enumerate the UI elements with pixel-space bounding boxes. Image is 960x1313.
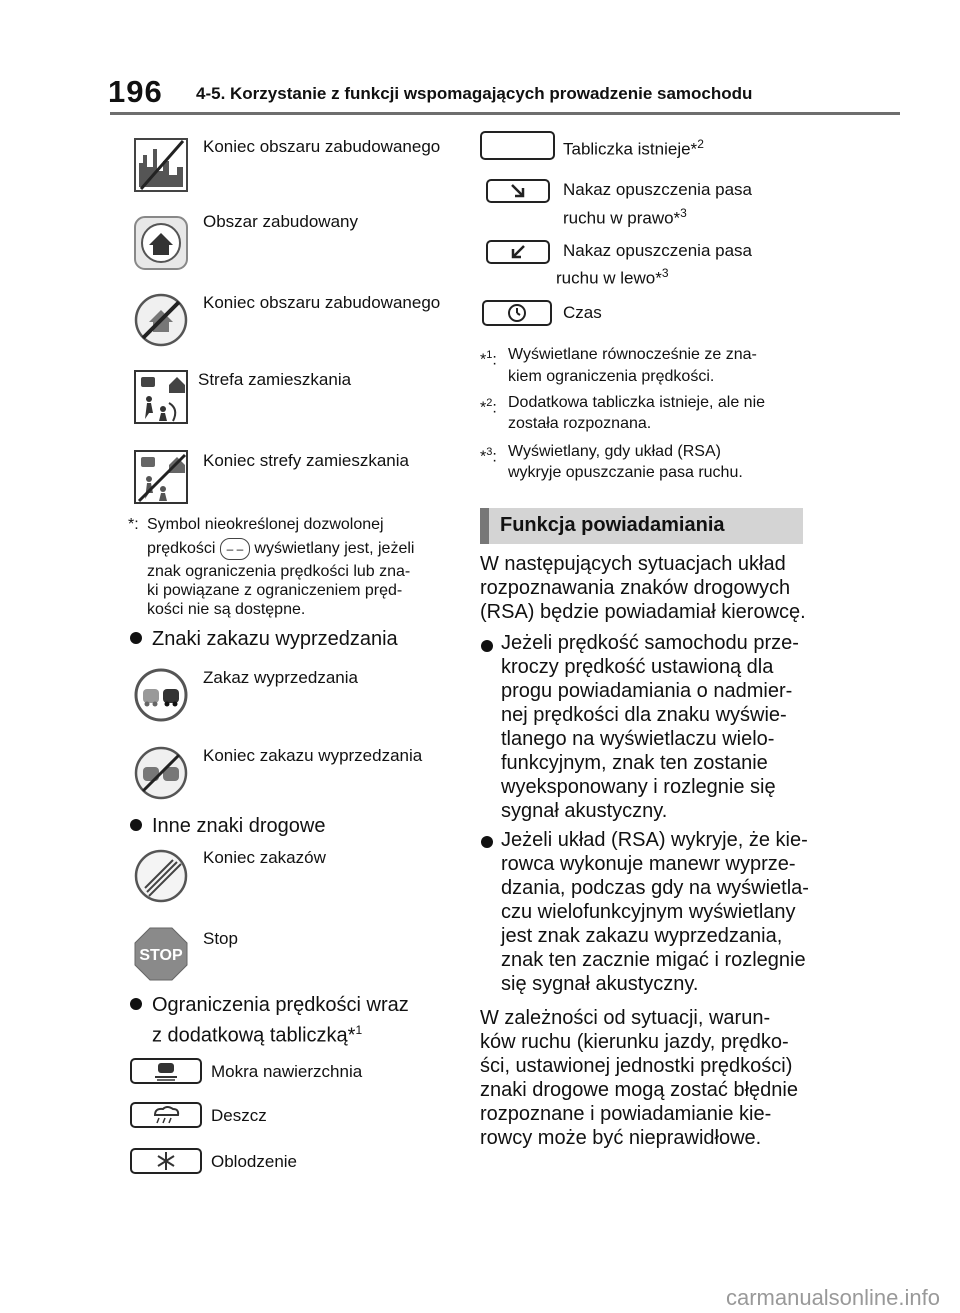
watermark[interactable]: carmanualsonline.info — [725, 1285, 940, 1310]
end-residential-zone-sign-icon — [133, 449, 189, 505]
footnote-sup: 3 — [661, 266, 669, 280]
bullet-line: progu powiadamiania o nadmier- — [501, 680, 793, 702]
built-up-area-sign-icon — [133, 215, 189, 271]
sign-label: Koniec strefy zamieszkania — [203, 451, 409, 470]
bullet-line: nej prędkości dla znaku wyświe- — [501, 704, 787, 726]
note-line: Wyświetlane równocześnie ze zna- — [508, 346, 757, 363]
footnote-sup: 2 — [486, 397, 493, 409]
bullet-line: dzania, podczas gdy na wyświetla- — [501, 877, 809, 899]
bullet-line: znak ten zacznie migać i rozlegnie — [501, 949, 806, 971]
paragraph-line: znaki drogowe mogą zostać błędnie — [480, 1079, 798, 1101]
note-line: kiem ograniczenia prędkości. — [508, 368, 715, 385]
footnote-line: znak ograniczenia prędkości lub zna- — [147, 563, 411, 580]
stop-sign-icon — [133, 926, 189, 982]
bullet-icon — [130, 632, 142, 644]
note-line: została rozpoznana. — [508, 415, 652, 432]
plate-label: Oblodzenie — [211, 1152, 298, 1171]
time-plate-icon — [482, 300, 552, 326]
plate-label: Nakaz opuszczenia pasa — [563, 241, 753, 260]
paragraph-line: rozpoznane i powiadamianie kie- — [480, 1103, 772, 1125]
section-heading: Funkcja powiadamiania — [500, 514, 725, 536]
footnote-line: prędkości — [147, 540, 216, 558]
bullet-line: czu wielofunkcyjnym wyświetlany — [501, 901, 796, 923]
note-mark: * — [480, 399, 487, 417]
section-title: Inne znaki drogowe — [152, 815, 326, 837]
unknown-speed-icon: – – — [220, 538, 250, 560]
ice-plate-icon — [130, 1148, 202, 1174]
footnote-sup: 2 — [697, 137, 704, 151]
stop-sign-text: STOP — [139, 947, 183, 964]
bullet-line: funkcyjnym, znak ten zostanie — [501, 752, 768, 774]
bullet-line: Jeżeli prędkość samochodu prze- — [501, 632, 799, 654]
rain-plate-icon — [130, 1102, 202, 1128]
sign-label: Strefa zamieszkania — [198, 370, 352, 389]
plate-exists-icon — [480, 131, 555, 160]
bullet-line: kroczy prędkość ustawioną dla — [501, 656, 774, 678]
sign-label: Koniec zakazów — [203, 848, 326, 867]
exit-lane-left-plate-icon — [486, 240, 550, 264]
no-overtaking-sign-icon — [133, 667, 189, 723]
end-built-up-area-sign-icon — [133, 137, 189, 193]
sign-label: Stop — [203, 929, 238, 948]
note-line: Dodatkowa tabliczka istnieje, ale nie — [508, 394, 766, 411]
paragraph-line: W zależności od sytuacji, warun- — [480, 1007, 771, 1029]
bullet-icon — [481, 836, 493, 848]
end-of-restrictions-sign-icon — [133, 848, 189, 904]
footnote-sup: 3 — [680, 206, 687, 220]
footnote-line: Symbol nieokreślonej dozwolonej — [147, 516, 384, 533]
bullet-icon — [481, 640, 493, 652]
end-built-up-area-round-sign-icon — [133, 292, 189, 348]
bullet-line: Jeżeli układ (RSA) wykryje, że kie- — [501, 829, 808, 851]
end-no-overtaking-sign-icon — [133, 745, 189, 801]
note-line: wykryje opuszczanie pasa ruchu. — [508, 464, 743, 481]
footnote-line: ki powiązane z ograniczeniem pręd- — [147, 582, 403, 599]
section-header: 4-5. Korzystanie z funkcji wspomagających prowadzenie samochodu — [196, 84, 753, 103]
residential-zone-sign-icon — [133, 369, 189, 425]
plate-label: Deszcz — [211, 1106, 267, 1125]
paragraph-line: rozpoznawania znaków drogowych — [480, 577, 791, 599]
section-title: z dodatkową tabliczką* — [152, 1024, 356, 1047]
footnote-sup: 1 — [355, 1023, 363, 1037]
plate-label: Czas — [563, 303, 602, 322]
footnote-line: wyświetlany jest, jeżeli — [254, 540, 415, 558]
bullet-icon — [130, 998, 142, 1010]
section-title: Znaki zakazu wyprzedzania — [152, 628, 398, 650]
bullet-line: jest znak zakazu wyprzedzania, — [501, 925, 783, 947]
sign-label: Koniec obszaru zabudowanego — [203, 137, 441, 156]
footnote-sup: 1 — [486, 349, 493, 361]
paragraph-line: ści, ustawionej jednostki prędkości) — [480, 1055, 793, 1077]
paragraph-line: ków ruchu (kierunku jazdy, prędko- — [480, 1031, 789, 1053]
bullet-line: rowca wykonuje manewr wyprze- — [501, 853, 796, 875]
note-mark: * — [480, 448, 487, 466]
footnote-sup: 3 — [486, 446, 493, 458]
bullet-line: wyeksponowany i rozlegnie się — [501, 776, 776, 798]
footnote-line: kości nie są dostępne. — [147, 601, 306, 618]
plate-label: Mokra nawierzchnia — [211, 1062, 363, 1081]
plate-label: ruchu w lewo* — [556, 268, 662, 288]
note-line: Wyświetlany, gdy układ (RSA) — [508, 443, 721, 460]
header-rule — [110, 112, 900, 115]
sign-label: Koniec zakazu wyprzedzania — [203, 746, 423, 765]
bullet-line: sygnał akustyczny. — [501, 800, 668, 822]
footnote-mark: *: — [128, 516, 139, 533]
bullet-line: tlanego na wyświetlaczu wielo- — [501, 728, 775, 750]
sign-label: Zakaz wyprzedzania — [203, 668, 358, 687]
section-title: Ograniczenia prędkości wraz — [152, 994, 409, 1016]
bullet-icon — [130, 819, 142, 831]
paragraph-line: (RSA) będzie powiadamiał kierowcę. — [480, 601, 806, 623]
bullet-line: się sygnał akustyczny. — [501, 973, 699, 995]
paragraph-line: W następujących sytuacjach układ — [480, 553, 786, 575]
sign-label: Obszar zabudowany — [203, 212, 358, 231]
wet-road-plate-icon — [130, 1058, 202, 1084]
page-number: 196 — [108, 74, 163, 109]
heading-bar — [480, 508, 489, 544]
paragraph-line: rowcy może być nieprawidłowe. — [480, 1127, 762, 1149]
plate-label: Nakaz opuszczenia pasa — [563, 180, 753, 199]
exit-lane-right-plate-icon — [486, 179, 550, 203]
plate-label: Tabliczka istnieje* — [563, 139, 698, 159]
note-mark: * — [480, 351, 487, 369]
sign-label: Koniec obszaru zabudowanego — [203, 293, 441, 312]
plate-label: ruchu w prawo* — [563, 208, 681, 228]
